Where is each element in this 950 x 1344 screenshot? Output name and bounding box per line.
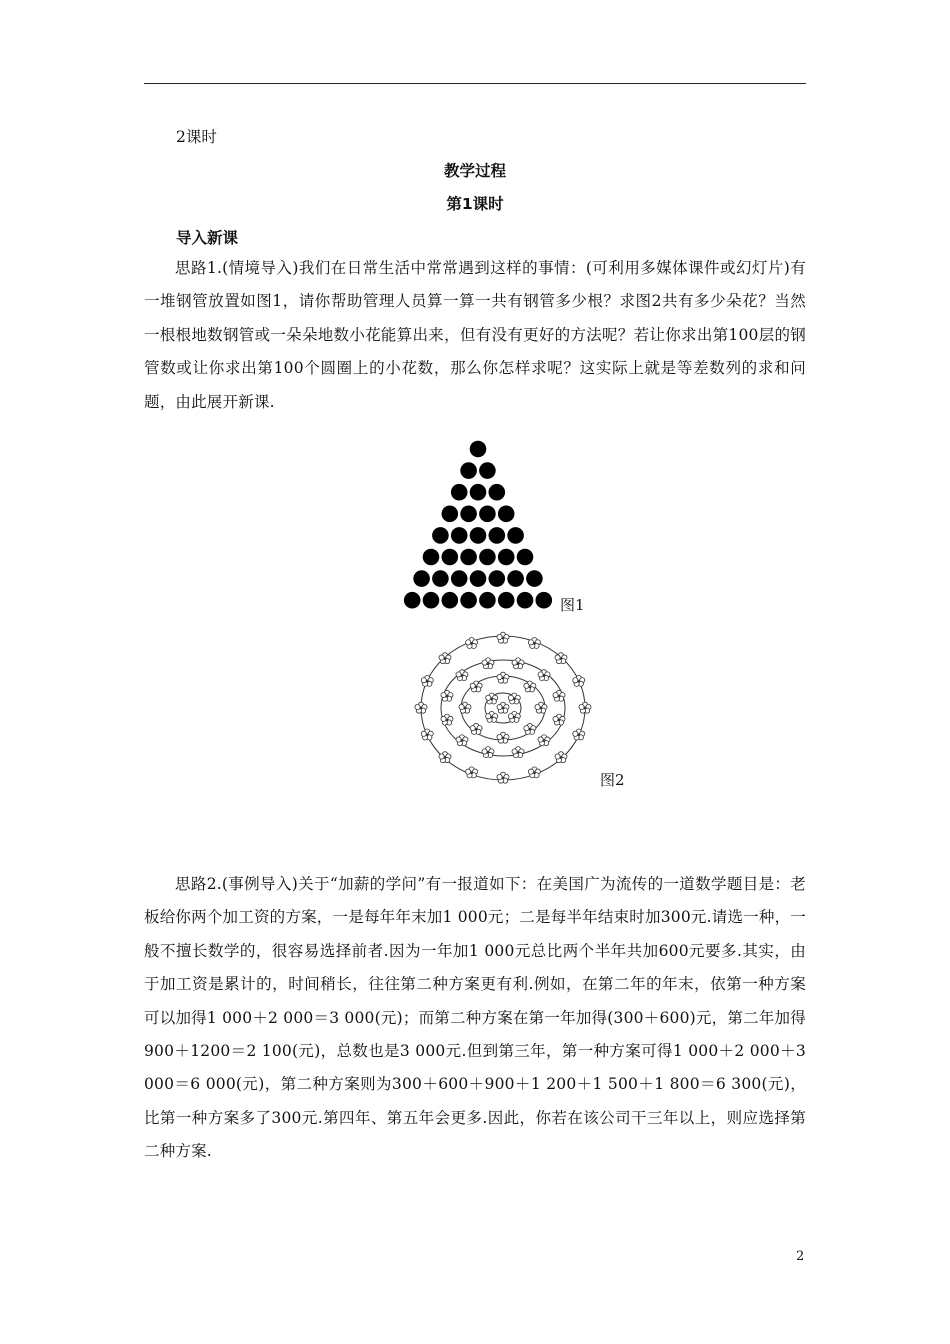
pipe-circle [498,592,515,609]
flower-icon [421,675,433,686]
flower-icon [553,690,565,701]
flower-icon [538,735,550,746]
pipe-circle [451,484,468,501]
flower-icon [482,747,494,758]
flower-icon [421,729,433,740]
flower-icon [439,752,451,763]
flower-icon [497,672,509,683]
flower-icon [497,772,509,783]
flower-icon [579,702,591,713]
paragraph-intro-2: 思路2.(事例导入)关于“加薪的学问”有一报道如下：在美国广为流传的一道数学题目是：老板给你两个加工资的方案，一是每年年末加1 000元；二是每半年结束时加300元.请选一种，一般不擅长数学的，很容易选择前者.因为一年加1 000元总比两个半年共加600元要多.其实，由于加工资是累计的，时间稍长，往往第二种方案更有利.例如，在第二年的年末，依第一种方案可以加得1 000＋2 000＝3 000(元)；而第二种方案在第一年加得(300＋600)元，第二年加得900＋1200＝2 100(元)，总数也是3 000元.但到第三年，第一种方案可得1 000＋2 000＋3 000＝6 000(元)，第二种方案则为300＋600＋900＋1 200＋1 500＋1 800＝6 300(元)，比第一种方案多了300元.第四年、第五年会更多.因此，你若在该公司干三年以上，则应选择第二种方案. [144,875,806,1161]
pipe-circle [432,570,449,587]
pipe-circle [432,527,449,544]
flower-icon [508,711,520,722]
pipe-circle [526,570,543,587]
flower-icon [524,681,536,692]
flower-icon [497,732,509,743]
lesson-hours: 2课时 [176,128,217,146]
paragraph-intro-1: 思路1.(情境导入)我们在日常生活中常常遇到这样的事情：(可利用多媒体课件或幻灯片)有一堆钢管放置如图1，请你帮助管理人员算一算一共有钢管多少根？求图2共有多少朵花？当然一根根地数钢管或一朵朵地数小花能算出来，但有没有更好的方法呢？若让你求出第100层的钢管数或让你求出第100个圆圈上的小花数，那么你怎样求呢？这实际上就是等差数列的求和问题，由此展开新课. [144,259,806,411]
subsection-title: 导入新课 [176,229,239,247]
pipe-circle [442,549,459,566]
flower-icon [466,767,478,778]
pipe-circle [404,592,421,609]
flower-icon [524,723,536,734]
pipe-circle [423,592,440,609]
pipe-circle [489,527,506,544]
flower-icon [439,653,451,664]
flower-icon [459,702,471,713]
flower-icon [482,658,494,669]
flower-icon [470,681,482,692]
figure-1-pipe-pile [390,438,570,618]
flower-icon [535,702,547,713]
pipe-circle [479,592,496,609]
pipe-circle [423,549,440,566]
flower-icon [573,729,585,740]
pipe-circle [479,549,496,566]
pipe-circle [498,506,515,523]
pipe-circle [451,570,468,587]
flower-icon [555,752,567,763]
flower-icon [555,653,567,664]
period-title: 第1课时 [446,195,504,213]
flower-icon [512,658,524,669]
figure-2-label: 图2 [600,771,625,789]
pipe-circle [413,570,430,587]
pipe-circle [517,592,534,609]
header-rule [144,83,806,84]
pipe-circle [460,506,477,523]
section-title: 教学过程 [443,162,506,180]
flower-icon [573,675,585,686]
pipe-circle [442,592,459,609]
flower-icon [441,690,453,701]
pipe-circle [470,441,487,458]
pipe-circle [498,549,515,566]
pipe-circle [460,549,477,566]
pipe-circle [470,484,487,501]
pipe-circle [489,570,506,587]
pipe-circle [489,484,506,501]
flower-icon [415,702,427,713]
pipe-circle [460,462,477,479]
flower-icon [528,767,540,778]
flower-icon [497,632,509,643]
figure-1-label: 图1 [560,596,585,614]
flower-icon [456,735,468,746]
figure-2-flower-circles [405,628,605,798]
pipe-circle [470,570,487,587]
pipe-circle [479,462,496,479]
page-number: 2 [796,1249,805,1264]
pipe-circle [536,592,553,609]
pipe-circle [517,549,534,566]
flower-icon [441,714,453,725]
flower-icon [456,670,468,681]
pipe-circle [451,527,468,544]
pipe-circle [507,527,524,544]
pipe-circle [442,506,459,523]
pipe-circle [470,527,487,544]
pipe-circle [460,592,477,609]
flower-icon [497,702,509,713]
flower-icon [538,670,550,681]
pipe-circle [479,506,496,523]
flower-icon [553,714,565,725]
flower-icon [512,747,524,758]
flower-icon [466,638,478,649]
flower-icon [528,638,540,649]
pipe-circle [507,570,524,587]
flower-icon [470,723,482,734]
flower-icon [486,711,498,722]
